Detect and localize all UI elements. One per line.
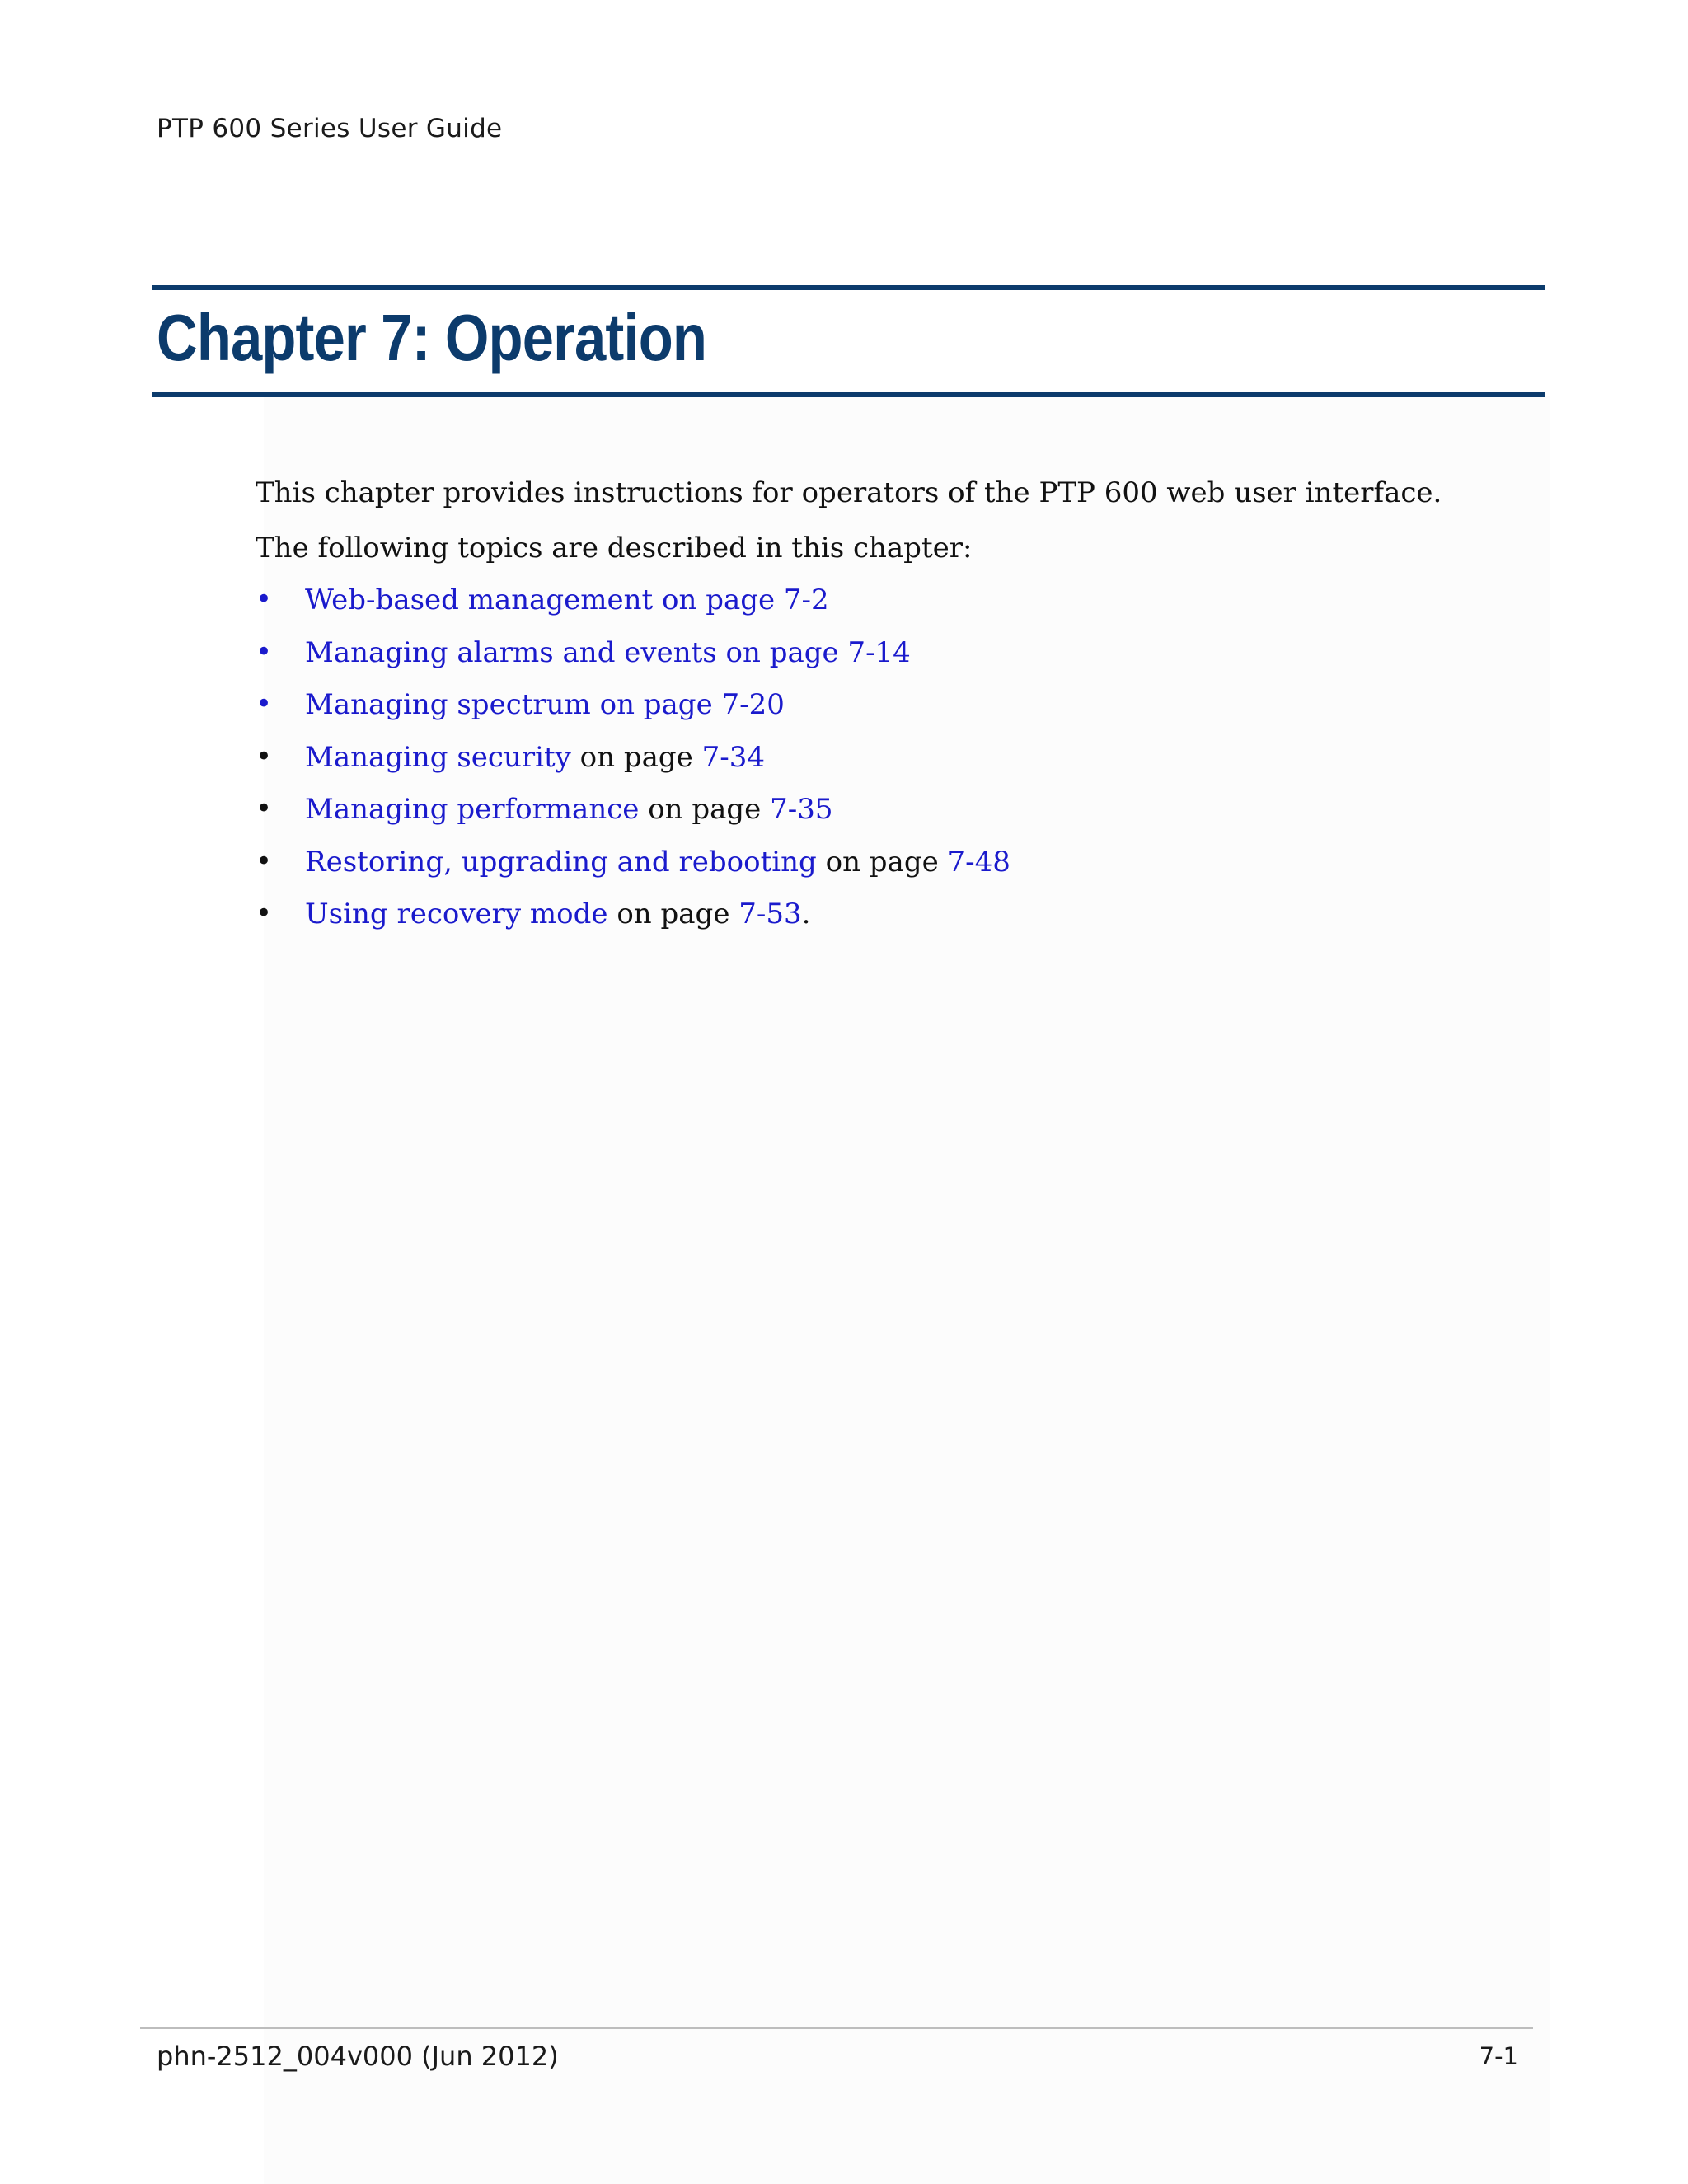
topic-page-link-restoring[interactable]: 7-48 [947,845,1010,879]
title-rule-top [152,285,1545,290]
topic-on-page-text: on page [570,740,702,774]
topic-on-page-text: on page [607,898,739,930]
bullet-icon: • [256,739,273,773]
footer-document-id: phn-2512_004v000 (Jun 2012) [157,2041,559,2072]
topic-link-recovery-mode[interactable]: Using recovery mode [305,898,608,930]
footer-rule [140,2027,1533,2029]
topic-page-link-security[interactable]: 7-34 [701,740,765,774]
bullet-icon: • [256,635,273,668]
footer-page-number: 7-1 [1479,2042,1518,2070]
topic-link-alarms-events[interactable]: Managing alarms and events on page 7-14 [305,635,911,669]
bullet-icon: • [256,687,273,720]
topic-link-performance[interactable]: Managing performance [305,793,640,826]
bullet-icon: • [256,583,273,616]
topic-link-security[interactable]: Managing security [305,740,571,774]
title-rule-bottom [152,392,1545,397]
bullet-icon: • [256,897,273,930]
intro-paragraph: This chapter provides instructions for operators of the PTP 600 web user interface. [256,476,1442,509]
topic-on-page-text: on page [639,793,771,826]
topic-link-web-management[interactable]: Web-based management on page 7-2 [305,583,829,616]
bullet-icon: • [256,844,273,878]
topic-page-link-recovery-mode[interactable]: 7-53 [738,898,802,930]
bullet-icon: • [256,792,273,825]
topics-lead: The following topics are described in this chapter: [256,532,973,565]
topic-on-page-text: on page [816,845,948,879]
topic-link-spectrum[interactable]: Managing spectrum on page 7-20 [305,688,785,721]
chapter-title: Chapter 7: Operation [157,301,707,374]
topic-link-restoring[interactable]: Restoring, upgrading and rebooting [305,845,817,879]
running-header: PTP 600 Series User Guide [157,114,503,143]
topic-page-link-performance[interactable]: 7-35 [770,793,833,826]
topic-tail: . [801,898,811,930]
